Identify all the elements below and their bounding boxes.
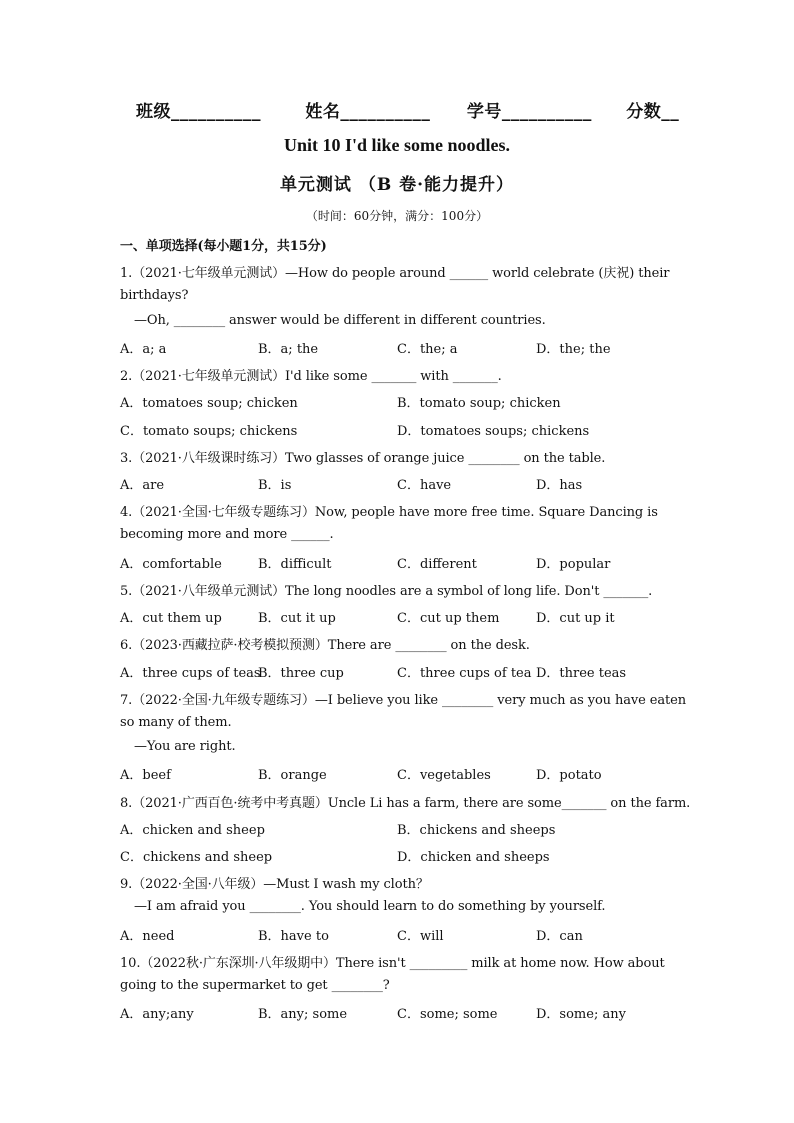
question-3-line-1: 3.（2021·八年级课时练习）Two glasses of orange juice ________ on the table.: [120, 451, 606, 466]
question-1-option-c[interactable]: C．the; a: [397, 342, 458, 357]
question-3-option-a[interactable]: A．are: [120, 478, 165, 493]
question-4-option-b[interactable]: B．difficult: [258, 557, 332, 572]
question-7-option-b[interactable]: B．orange: [258, 768, 327, 783]
question-4-option-c[interactable]: C．different: [397, 557, 477, 572]
question-9-option-b[interactable]: B．have to: [258, 929, 329, 944]
question-6-line-1: 6.（2023·西藏拉萨·校考模拟预测）There are ________ on the desk.: [120, 638, 530, 653]
question-2-option-c[interactable]: C．tomato soups; chickens: [120, 424, 298, 439]
question-10-option-d[interactable]: D．some; any: [536, 1007, 626, 1022]
page-subtitle: 单元测试 （B 卷·能力提升）: [279, 175, 515, 195]
question-2-option-a[interactable]: A．tomatoes soup; chicken: [120, 396, 298, 411]
question-2-line-1: 2.（2021·七年级单元测试）I'd like some _______ with _______.: [120, 369, 502, 384]
question-3-option-b[interactable]: B．is: [258, 478, 292, 493]
class-field[interactable]: 班级__________: [136, 102, 261, 122]
question-8-option-b[interactable]: B．chickens and sheeps: [397, 823, 556, 838]
student-id-field[interactable]: 学号__________: [466, 102, 592, 122]
question-8-option-d[interactable]: D．chicken and sheeps: [397, 850, 550, 865]
section-heading: 一、单项选择(每小题1分，共15分): [120, 239, 327, 254]
time-note: （时间：60分钟，满分：100分）: [305, 209, 489, 223]
question-6-option-c[interactable]: C．three cups of tea: [397, 666, 532, 681]
question-7-line-2: so many of them.: [120, 715, 232, 730]
question-10-option-c[interactable]: C．some; some: [397, 1007, 498, 1022]
question-1-line-2: birthdays?: [120, 288, 189, 303]
question-9-option-d[interactable]: D．can: [536, 929, 583, 944]
question-9-option-c[interactable]: C．will: [397, 929, 444, 944]
question-9-line-1: 9.（2022·全国·八年级）—Must I wash my cloth？: [120, 877, 429, 892]
question-4-option-d[interactable]: D．popular: [536, 557, 611, 572]
question-7-line-1: 7.（2022·全国·九年级专题练习）—I believe you like ________ very much as you have eaten: [120, 693, 687, 708]
question-8-option-c[interactable]: C．chickens and sheep: [120, 850, 273, 865]
question-5-option-c[interactable]: C．cut up them: [397, 611, 500, 626]
question-5-option-d[interactable]: D．cut up it: [536, 611, 615, 626]
question-5-option-b[interactable]: B．cut it up: [258, 611, 336, 626]
question-10-option-b[interactable]: B．any; some: [258, 1007, 348, 1022]
question-4-option-a[interactable]: A．comfortable: [120, 557, 222, 572]
question-9-option-a[interactable]: A．need: [120, 929, 175, 944]
question-10-line-2: going to the supermarket to get ________?: [120, 978, 390, 993]
question-1-line-3: —Oh, ________ answer would be different in different countries.: [134, 313, 546, 328]
question-2-option-d[interactable]: D．tomatoes soups; chickens: [397, 424, 590, 439]
question-1-option-b[interactable]: B．a; the: [258, 342, 319, 357]
question-1-option-d[interactable]: D．the; the: [536, 342, 611, 357]
question-4-line-1: 4.（2021·全国·七年级专题练习）Now, people have more free time. Square Dancing is: [120, 505, 658, 520]
question-8-line-1: 8.（2021·广西百色·统考中考真题）Uncle Li has a farm, there are some_______ on the farm.: [120, 796, 691, 811]
question-3-option-c[interactable]: C．have: [397, 478, 452, 493]
score-field[interactable]: 分数__: [626, 102, 680, 122]
question-5-option-a[interactable]: A．cut them up: [120, 611, 222, 626]
question-6-option-a[interactable]: A．three cups of teas: [120, 666, 261, 681]
question-6-option-d[interactable]: D．three teas: [536, 666, 627, 681]
page-title: Unit 10 I'd like some noodles.: [283, 135, 511, 155]
question-4-line-2: becoming more and more ______.: [120, 527, 334, 542]
question-5-line-1: 5.（2021·八年级单元测试）The long noodles are a symbol of long life. Don't _______.: [120, 584, 653, 599]
question-9-line-2: —I am afraid you ________. You should learn to do something by yourself.: [134, 899, 606, 914]
question-1-line-1: 1.（2021·七年级单元测试）—How do people around ______ world celebrate (庆祝) their: [120, 266, 670, 281]
question-2-option-b[interactable]: B．tomato soup; chicken: [397, 396, 561, 411]
question-7-option-d[interactable]: D．potato: [536, 768, 602, 783]
question-3-option-d[interactable]: D．has: [536, 478, 583, 493]
name-field[interactable]: 姓名__________: [305, 102, 431, 122]
question-6-option-b[interactable]: B．three cup: [258, 666, 344, 681]
question-7-option-a[interactable]: A．beef: [120, 768, 171, 783]
question-1-option-a[interactable]: A．a; a: [120, 342, 167, 357]
student-info-header: [136, 97, 679, 122]
question-10-line-1: 10.（2022秋·广东深圳·八年级期中）There isn't _________ milk at home now. How about: [120, 956, 665, 971]
question-8-option-a[interactable]: A．chicken and sheep: [120, 823, 265, 838]
question-7-line-3: —You are right.: [134, 739, 236, 754]
question-10-option-a[interactable]: A．any;any: [120, 1007, 194, 1022]
question-7-option-c[interactable]: C．vegetables: [397, 768, 491, 783]
